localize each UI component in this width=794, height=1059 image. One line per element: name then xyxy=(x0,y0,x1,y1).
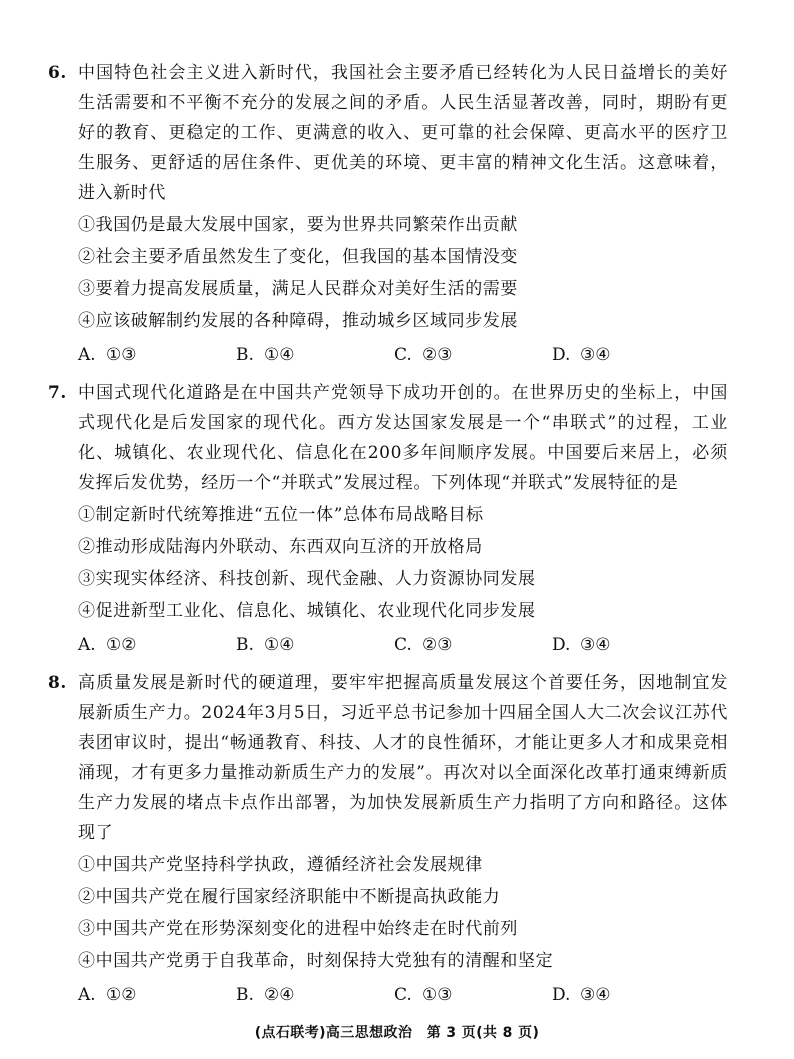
option-text: ②③ xyxy=(422,635,453,655)
option-letter: C. xyxy=(394,345,412,365)
option-b xyxy=(236,340,394,370)
option-d xyxy=(552,630,710,660)
question-stem xyxy=(48,58,728,208)
option-letter: B. xyxy=(236,345,254,365)
option-d xyxy=(552,980,710,1010)
option-a xyxy=(78,980,236,1010)
answer-options xyxy=(78,980,728,1010)
statement-3: ③要着力提高发展质量，满足人民群众对美好生活的需要 xyxy=(78,279,518,299)
statement-4: ④促进新型工业化、信息化、城镇化、农业现代化同步发展 xyxy=(78,601,536,621)
statement-3: ③实现实体经济、科技创新、现代金融、人力资源协同发展 xyxy=(78,569,536,589)
option-text: ①② xyxy=(106,985,137,1005)
statement-4: ④应该破解制约发展的各种障碍，推动城乡区域同步发展 xyxy=(78,311,518,331)
answer-options xyxy=(78,630,728,660)
statement-list xyxy=(78,500,728,626)
option-letter: C. xyxy=(394,635,412,655)
option-text: ②④ xyxy=(264,985,295,1005)
option-text: ①③ xyxy=(106,345,137,365)
option-b xyxy=(236,980,394,1010)
statement-2: ②中国共产党在履行国家经济职能中不断提高执政能力 xyxy=(78,887,501,907)
page-footer: (点石联考)高三思想政治 第 3 页(共 8 页) xyxy=(254,1025,540,1041)
option-text: ③④ xyxy=(580,345,611,365)
statement-4: ④中国共产党勇于自我革命，时刻保持大党独有的清醒和坚定 xyxy=(78,951,554,971)
question-number: 8. xyxy=(48,673,67,693)
option-a xyxy=(78,630,236,660)
question-text: 中国式现代化道路是在中国共产党领导下成功开创的。在世界历史的坐标上，中国式现代化是后发国家的现代化。西方发达国家发展是一个“串联式”的过程，工业化、城镇化、农业现代化、信息化在200多年间顺序发展。中国要后来居上，必须发挥后发优势，经历一个“并联式”发展过程。下列体现“并联式”发展特征的是 xyxy=(78,383,728,493)
answer-options xyxy=(78,340,728,370)
option-letter: D. xyxy=(552,345,571,365)
question-text: 高质量发展是新时代的硬道理，要牢牢把握高质量发展这个首要任务，因地制宜发展新质生产力。2024年3月5日，习近平总书记参加十四届全国人大二次会议江苏代表团审议时，提出“畅通教育、科技、人才的良性循环，才能让更多人才和成果竞相涌现，才有更多力量推动新质生产力的发展”。再次对以全面深化改革打通束缚新质生产力发展的堵点卡点作出部署，为加快发展新质生产力指明了方向和路径。这体现了 xyxy=(78,673,728,843)
option-letter: D. xyxy=(552,635,571,655)
option-d xyxy=(552,340,710,370)
option-letter: B. xyxy=(236,985,254,1005)
statement-2: ②社会主要矛盾虽然发生了变化，但我国的基本国情没变 xyxy=(78,247,518,267)
option-text: ③④ xyxy=(580,985,611,1005)
statement-list xyxy=(78,210,728,336)
option-letter: A. xyxy=(78,345,96,365)
option-letter: A. xyxy=(78,635,96,655)
option-text: ①② xyxy=(106,635,137,655)
question-number: 6. xyxy=(48,63,67,83)
statement-1: ①制定新时代统筹推进“五位一体”总体布局战略目标 xyxy=(78,505,484,525)
question-6 xyxy=(48,58,728,370)
statement-1: ①我国仍是最大发展中国家，要为世界共同繁荣作出贡献 xyxy=(78,215,518,235)
question-8 xyxy=(48,668,728,1010)
question-stem xyxy=(48,378,728,498)
option-text: ①④ xyxy=(264,345,295,365)
option-c xyxy=(394,340,552,370)
statement-list xyxy=(78,850,728,976)
option-text: ①④ xyxy=(264,635,295,655)
option-letter: D. xyxy=(552,985,571,1005)
question-stem xyxy=(48,668,728,848)
option-a xyxy=(78,340,236,370)
option-c xyxy=(394,630,552,660)
option-c xyxy=(394,980,552,1010)
option-b xyxy=(236,630,394,660)
option-text: ①③ xyxy=(422,985,453,1005)
question-text: 中国特色社会主义进入新时代，我国社会主要矛盾已经转化为人民日益增长的美好生活需要和不平衡不充分的发展之间的矛盾。人民生活显著改善，同时，期盼有更好的教育、更稳定的工作、更满意的收入、更可靠的社会保障、更高水平的医疗卫生服务、更舒适的居住条件、更优美的环境、更丰富的精神文化生活。这意味着，进入新时代 xyxy=(78,63,728,203)
option-text: ③④ xyxy=(580,635,611,655)
option-letter: C. xyxy=(394,985,412,1005)
statement-3: ③中国共产党在形势深刻变化的进程中始终走在时代前列 xyxy=(78,919,518,939)
question-number: 7. xyxy=(48,383,67,403)
statement-1: ①中国共产党坚持科学执政，遵循经济社会发展规律 xyxy=(78,855,483,875)
question-7 xyxy=(48,378,728,660)
option-letter: A. xyxy=(78,985,96,1005)
option-text: ②③ xyxy=(422,345,453,365)
statement-2: ②推动形成陆海内外联动、东西双向互济的开放格局 xyxy=(78,537,483,557)
option-letter: B. xyxy=(236,635,254,655)
